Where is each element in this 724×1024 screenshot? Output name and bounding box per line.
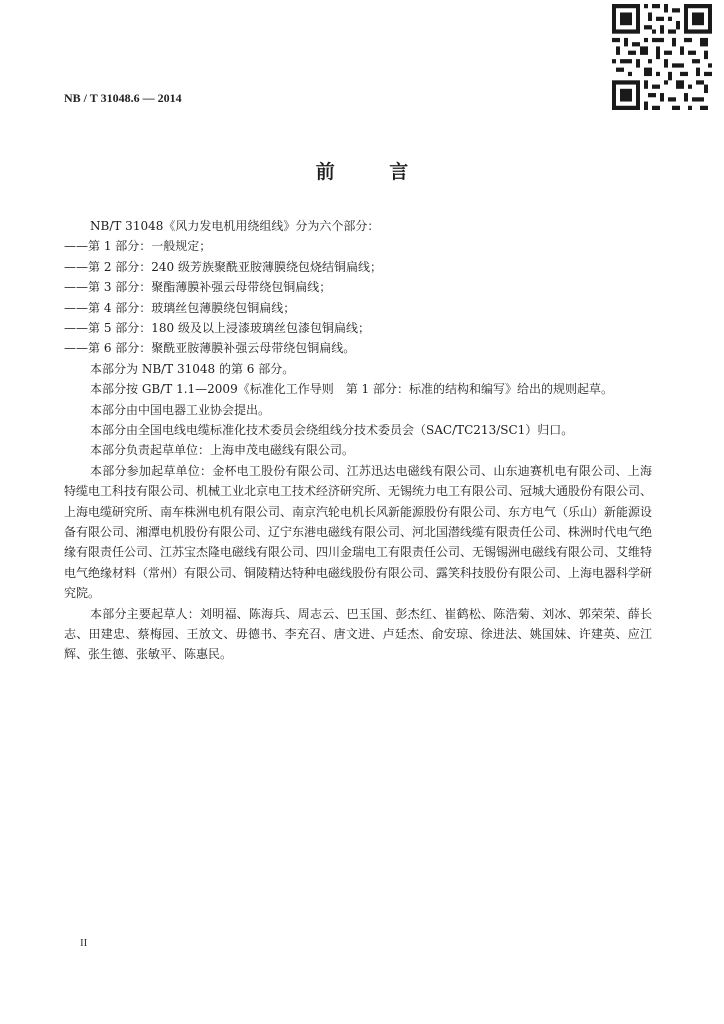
part-6-line: ——第 6 部分：聚酰亚胺薄膜补强云母带绕包铜扁线。	[64, 341, 356, 356]
intro-line: NB/T 31048《风力发电机用绕组线》分为六个部分：	[90, 219, 380, 233]
proposer: 本部分由中国电器工业协会提出。	[90, 402, 271, 417]
administered-by: 本部分由全国电线电缆标准化技术委员会绕组线分技术委员会（SAC/TC213/SC1）归口。	[90, 422, 574, 437]
qr-code-icon	[612, 4, 712, 110]
part-3-line: ——第 3 部分：聚酯薄膜补强云母带绕包铜扁线；	[64, 280, 332, 295]
standard-code: NB / T 31048.6 — 2014	[64, 91, 182, 105]
participating-units: 本部分参加起草单位：金杯电工股份有限公司、江苏迅达电磁线有限公司、山东迪赛机电有限公司、上海特缆电工科技有限公司、机械工业北京电工技术经济研究所、无锡统力电工有限公司、冠城大通股份有限公司、上海电缆研究所、南车株洲电机有限公司、南京汽轮电机长风新能源股份有限公司、东方电气（乐山）新能源设备有限公司、湘潭电机股份有限公司、辽宁东港电磁线有限公司、河北国潜线缆有限责任公司、株洲时代电气绝缘有限责任公司、江苏宝杰隆电磁线有限公司、四川金瑞电工有限责任公司、无锡锡洲电磁线有限公司、艾维特电气绝缘材料（常州）有限公司、铜陵精达特种电磁线股份有限公司、露笑科技股份有限公司、上海电器科学研究院。	[64, 463, 653, 601]
drafting-rules: 本部分按 GB/T 1.1—2009《标准化工作导则 第 1 部分：标准的结构和编写》给出的规则起草。	[90, 382, 613, 397]
lead-drafter-unit: 本部分负责起草单位：上海申茂电磁线有限公司。	[90, 443, 355, 458]
page-number: II	[80, 937, 88, 949]
preface-body	[64, 216, 652, 665]
part-statement: 本部分为 NB/T 31048 的第 6 部分。	[90, 361, 295, 376]
part-1-line: ——第 1 部分：一般规定；	[64, 239, 212, 254]
part-4-line: ——第 4 部分：玻璃丝包薄膜绕包铜扁线；	[64, 300, 296, 315]
preface-title: 前 言	[315, 161, 433, 183]
part-5-line: ——第 5 部分：180 级及以上浸漆玻璃丝包漆包铜扁线；	[64, 320, 370, 335]
part-2-line: ——第 2 部分：240 级芳族聚酰亚胺薄膜绕包烧结铜扁线；	[64, 259, 382, 274]
main-drafters: 本部分主要起草人：刘明福、陈海兵、周志云、巴玉国、彭杰红、崔鹤松、陈浩菊、刘冰、郭荣荣、薛长志、田建忠、蔡梅园、王放文、毋德书、李充召、唐文进、卢廷杰、俞安琼、徐进法、姚国妹、许建英、应江辉、张生德、张敏平、陈惠民。	[64, 606, 652, 662]
